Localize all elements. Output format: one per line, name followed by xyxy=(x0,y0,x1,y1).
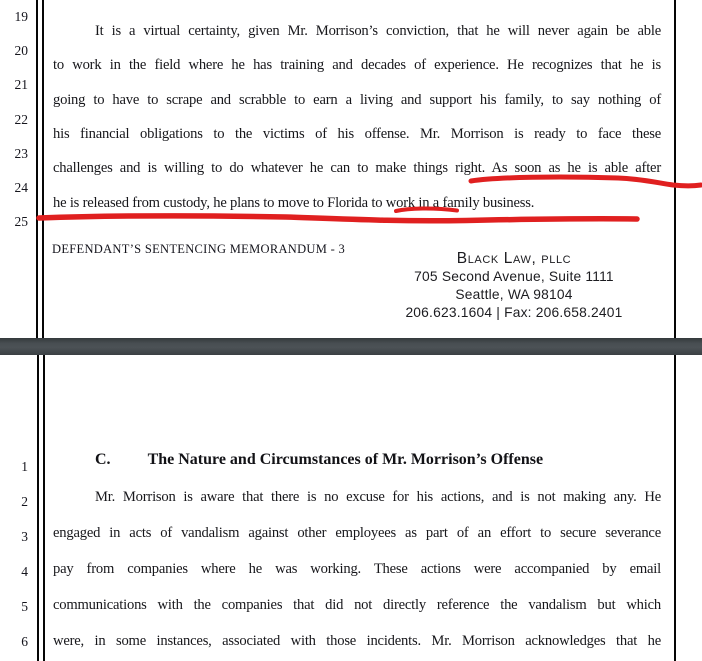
line-number: 6 xyxy=(21,634,28,649)
body-line: were, in some instances, associated with those incidents. Mr. Morrison acknowledges that he xyxy=(53,633,661,649)
page-border-right xyxy=(674,355,676,661)
pleading-rule-left-outer xyxy=(36,0,38,338)
line-number: 20 xyxy=(14,43,28,58)
page-border-right xyxy=(674,0,676,338)
body-line: he is released from custody, he plans to move to Florida to work in a family business. xyxy=(53,194,535,211)
line-number: 24 xyxy=(14,180,28,195)
section-heading-text: The Nature and Circumstances of Mr. Morrison’s Offense xyxy=(147,451,544,468)
line-number: 23 xyxy=(14,146,28,161)
law-firm-block xyxy=(364,250,664,321)
body-line: challenges and is willing to do whatever he can to make things right. As soon as he is able after xyxy=(53,160,661,177)
line-number: 1 xyxy=(21,459,28,474)
law-firm-phone: 206.623.1604 | Fax: 206.658.2401 xyxy=(405,304,623,320)
body-line: communications with the companies that did not directly reference the vandalism but which xyxy=(53,597,661,613)
pleading-rule-left-inner xyxy=(42,0,44,338)
section-heading xyxy=(53,451,661,469)
body-line: engaged in acts of vandalism against other employees as part of an effort to secure severance xyxy=(53,525,661,541)
pleading-rule-left-outer xyxy=(37,355,39,661)
law-firm-name: Black Law, pllc xyxy=(456,250,572,267)
law-firm-address-line2: Seattle, WA 98104 xyxy=(455,286,573,302)
section-heading-label: C. xyxy=(95,451,111,468)
pleading-rule-left-inner xyxy=(43,355,45,661)
line-number: 25 xyxy=(14,214,28,229)
line-number: 22 xyxy=(14,112,28,127)
line-number: 5 xyxy=(21,599,28,614)
page-footer-title: DEFENDANT’S SENTENCING MEMORANDUM - 3 xyxy=(52,242,346,256)
law-firm-address-line1: 705 Second Avenue, Suite 1111 xyxy=(414,269,614,284)
line-number: 21 xyxy=(14,77,28,92)
line-number: 4 xyxy=(21,564,28,579)
line-number: 2 xyxy=(21,494,28,509)
body-line: going to have to scrape and scrabble to earn a living and support his family, to say nothing of xyxy=(53,91,661,108)
line-number: 3 xyxy=(21,529,28,544)
body-line: Mr. Morrison is aware that there is no excuse for his actions, and is not making any. He xyxy=(95,489,661,505)
body-line: his financial obligations to the victims of his offense. Mr. Morrison is ready to face these xyxy=(53,126,661,142)
line-number: 19 xyxy=(14,9,28,24)
body-line: It is a virtual certainty, given Mr. Morrison’s conviction, that he will never again be able xyxy=(95,22,661,39)
body-line: pay from companies where he was working. These actions were accompanied by email xyxy=(53,561,661,577)
body-line: to work in the field where he has training and decades of experience. He recognizes that he is xyxy=(53,57,661,74)
page-separator-bar xyxy=(0,338,702,355)
